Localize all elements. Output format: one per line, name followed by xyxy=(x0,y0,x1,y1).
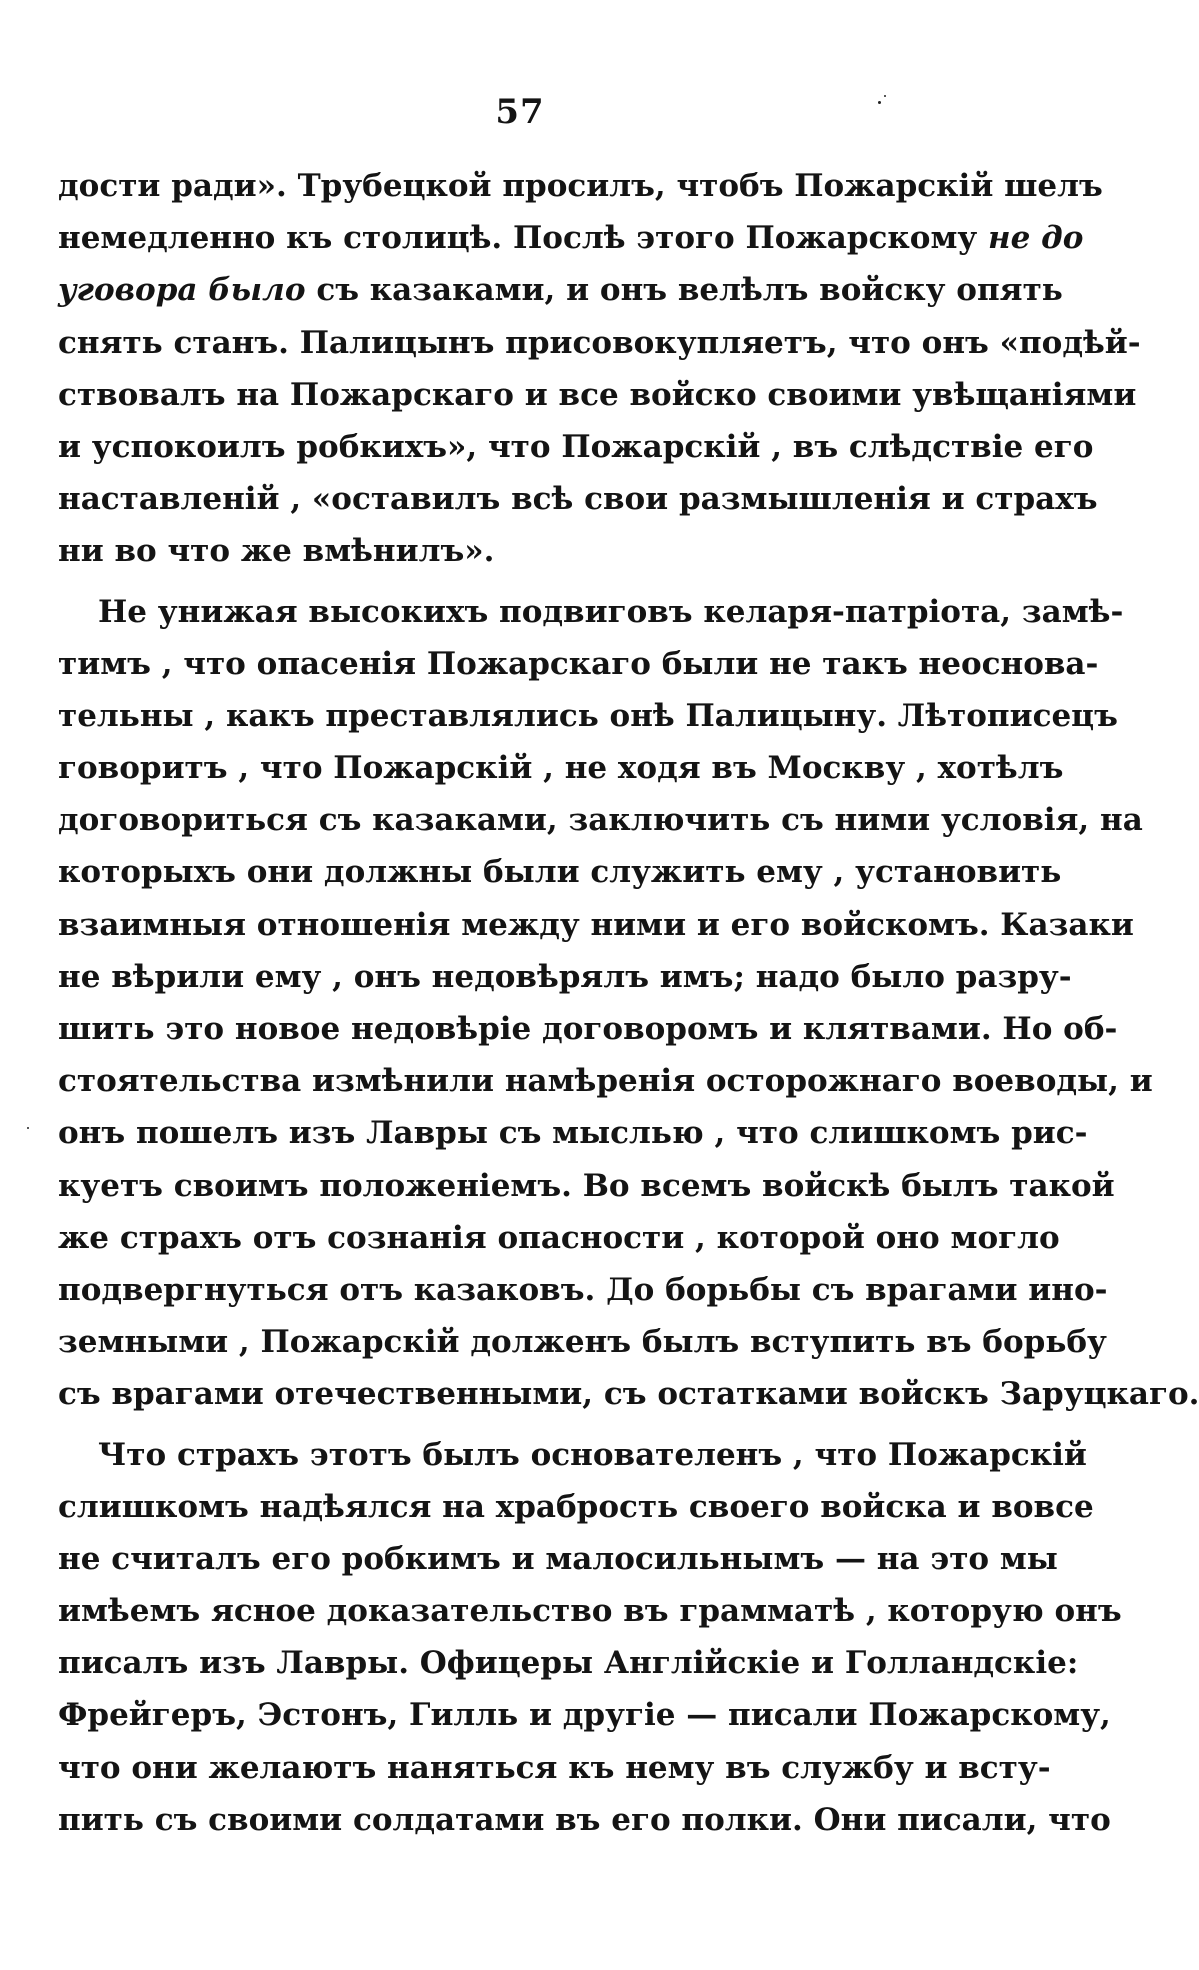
text-segment: немедленно къ столицѣ. Послѣ этого Пожарскому xyxy=(58,220,978,257)
paragraph-2 xyxy=(58,586,1199,1421)
text-line: имѣемъ ясное доказательство въ грамматѣ , которую онъ xyxy=(58,1593,1122,1630)
text-line: подвергнуться отъ казаковъ. До борьбы съ врагами ино- xyxy=(58,1271,1108,1308)
text-line: которыхъ они должны были служить ему , установить xyxy=(58,854,1062,891)
text-line: договориться съ казаками, заключить съ ними условія, на xyxy=(58,802,1143,839)
page-number: 57 xyxy=(495,92,545,132)
text-line: тельны , какъ преставлялись онѣ Палицыну. Лѣтописецъ xyxy=(58,697,1118,734)
text-line: ни во что же вмѣнилъ». xyxy=(58,533,495,570)
text-line: и успокоилъ робкихъ», что Пожарскій , въ слѣдствіе его xyxy=(58,428,1094,465)
text-line: стоятельства измѣнили намѣренія осторожнаго воеводы, и xyxy=(58,1063,1153,1100)
paragraph-gap xyxy=(58,578,998,586)
text-line: же страхъ отъ сознанія опасности , которой оно могло xyxy=(58,1219,1060,1256)
text-line: дости ради». Трубецкой просилъ, чтобъ Пожарскій шелъ xyxy=(58,168,1103,204)
text-line xyxy=(58,264,1063,316)
text-line: пить съ своими солдатами въ его полки. Они писали, что xyxy=(58,1801,1111,1838)
text-line: земными , Пожарскій долженъ былъ вступить въ борьбу xyxy=(58,1324,1107,1361)
text-line: наставленій , «оставилъ всѣ свои размышленія и страхъ xyxy=(58,481,1098,518)
text-line: писалъ изъ Лавры. Офицеры Англійскіе и Голландскіе: xyxy=(58,1645,1079,1682)
italic-phrase: уговора было xyxy=(58,272,306,309)
text-line: ствовалъ на Пожарскаго и все войско своими увѣщаніями xyxy=(58,376,1137,413)
paragraph-gap xyxy=(58,1421,998,1429)
text-line: съ врагами отечественными, съ остатками войскъ Заруцкаго. xyxy=(58,1376,1199,1413)
paragraph-3 xyxy=(58,1429,1122,1847)
text-line: Что страхъ этотъ былъ основателенъ , что Пожарскій xyxy=(98,1436,1087,1473)
text-line: куетъ своимъ положеніемъ. Во всемъ войскѣ былъ такой xyxy=(58,1167,1115,1204)
text-line: что они желаютъ наняться къ нему въ службу и всту- xyxy=(58,1749,1051,1786)
text-line: взаимныя отношенія между ними и его войскомъ. Казаки xyxy=(58,906,1134,943)
text-line: не считалъ его робкимъ и малосильнымъ — на это мы xyxy=(58,1540,1058,1577)
text-line xyxy=(58,212,1084,264)
ink-speck xyxy=(878,101,881,104)
italic-phrase: не до xyxy=(988,220,1084,257)
text-line: тимъ , что опасенія Пожарскаго были не такъ неоснова- xyxy=(58,645,1099,682)
text-line: слишкомъ надѣялся на храбрость своего войска и вовсе xyxy=(58,1488,1094,1525)
body-text xyxy=(58,160,1199,1846)
text-line: не вѣрили ему , онъ недовѣрялъ имъ; надо было разру- xyxy=(58,958,1072,995)
text-line: говоритъ , что Пожарскій , не ходя въ Москву , хотѣлъ xyxy=(58,750,1064,787)
text-line: онъ пошелъ изъ Лавры съ мыслью , что слишкомъ рис- xyxy=(58,1115,1088,1152)
text-line: Фрейгеръ, Эстонъ, Гилль и другіе — писали Пожарскому, xyxy=(58,1697,1111,1734)
ink-speck xyxy=(884,95,886,97)
text-segment: съ казаками, и онъ велѣлъ войску опять xyxy=(316,272,1063,309)
paragraph-1 xyxy=(58,160,1141,578)
text-line: снять станъ. Палицынъ присовокупляетъ, что онъ «подѣй- xyxy=(58,324,1141,361)
text-line: Не унижая высокихъ подвиговъ келаря-патріота, замѣ- xyxy=(98,593,1124,630)
ink-speck xyxy=(27,1127,29,1129)
text-line: шить это новое недовѣріе договоромъ и клятвами. Но об- xyxy=(58,1011,1118,1047)
